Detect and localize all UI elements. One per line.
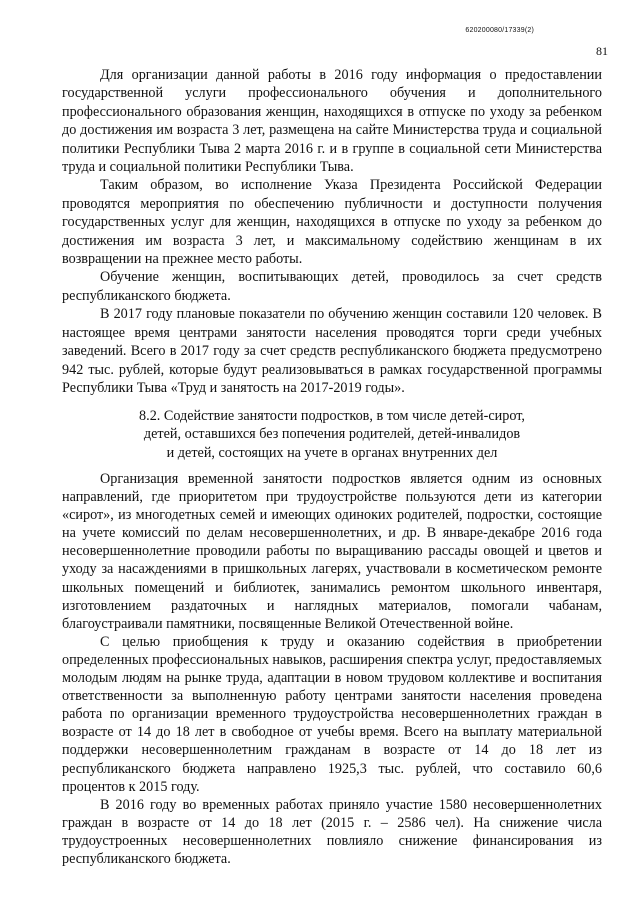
body-text-top [62,66,602,397]
paragraph: С целью приобщения к труду и оказанию содействия в приобретении определенных профессиональных навыков, расширения спектра услуг, предоставляемых молодым людям на рынке труда, адаптации в новом трудовом коллективе и воспитания ответственности за выполненную работу центрами занятости населения проведена работа по организации временного трудоустройства несовершеннолетних граждан в возрасте от 14 до 18 лет в свободное от учебы время. Всего на выплату материальной поддержки несовершеннолетним гражданам в возрасте от 14 до 18 лет из республиканского бюджета направлено 1925,3 тыс. рублей, что составило 60,6 процентов к 2015 году. [62,633,602,795]
section-heading-line: детей, оставшихся без попечения родителей, детей-инвалидов [143,426,521,443]
paragraph: Для организации данной работы в 2016 году информация о предоставлении государственной услуги профессионального обучения и дополнительного профессионального образования женщин, находящихся в отпуске по уходу за ребенком до достижения им возраста 3 лет, размещена на сайте Министерства труда и социальной политики Республики Тыва 2 марта 2016 г. и в группе в социальной сети Министерства труда и социальной политики Республики Тыва. [62,67,602,176]
section-heading [62,407,602,462]
body-text-bottom [62,470,602,868]
paragraph: В 2017 году плановые показатели по обучению женщин составили 120 человек. В настоящее время центрами занятости населения проводятся торги среди учебных заведений. Всего в 2017 году за счет средств республиканского бюджета предусмотрено 942 тыс. рублей, которые будут реализовываться в рамках государственной программы Республики Тыва «Труд и занятость на 2017-2019 годы». [62,306,602,396]
section-heading-line: 8.2. Содействие занятости подростков, в том числе детей-сирот, [139,408,525,424]
paragraph: Организация временной занятости подростков является одним из основных направлений, где приоритетом при трудоустройстве пользуются дети из категории «сирот», из многодетных семей и имеющих одиноких родителей, подростки, состоящие на учете комиссий по делам несовершеннолетних, и др. В январе-декабре 2016 года несовершеннолетние проводили работы по выращиванию рассады овощей и цветов и уходу за насаждениями в пришкольных лагерях, участвовали в косметическом ремонте школьных помещений и библиотек, занимались ремонтом школьного инвентаря, изготовлением раздаточных и наглядных материалов, помогали чабанам, благоустраивали памятники, посвященные Великой Отечественной войне. [62,471,602,632]
section-heading-line: и детей, состоящих на учете в органах внутренних дел [166,444,498,461]
paragraph: Таким образом, во исполнение Указа Президента Российской Федерации проводятся мероприятия по обеспечению публичности и доступности получения государственных услуг для женщин, находящихся в отпуске по уходу за ребенком до достижения им возраста 3 лет, и максимальному содействию женщинам в их возвращении на прежнее место работы. [62,177,602,268]
paragraph: В 2016 году во временных работах приняло участие 1580 несовершеннолетних граждан в возрасте от 14 до 18 лет (2015 г. – 2586 чел). На снижение числа трудоустроенных несовершеннолетних повлияло снижение финансирования из республиканского бюджета. [62,796,602,867]
document-id: 620200080/17339(2) [465,27,534,34]
paragraph: Обучение женщин, воспитывающих детей, проводилось за счет средств республиканского бюджета. [62,269,602,304]
page-number: 81 [596,44,608,58]
